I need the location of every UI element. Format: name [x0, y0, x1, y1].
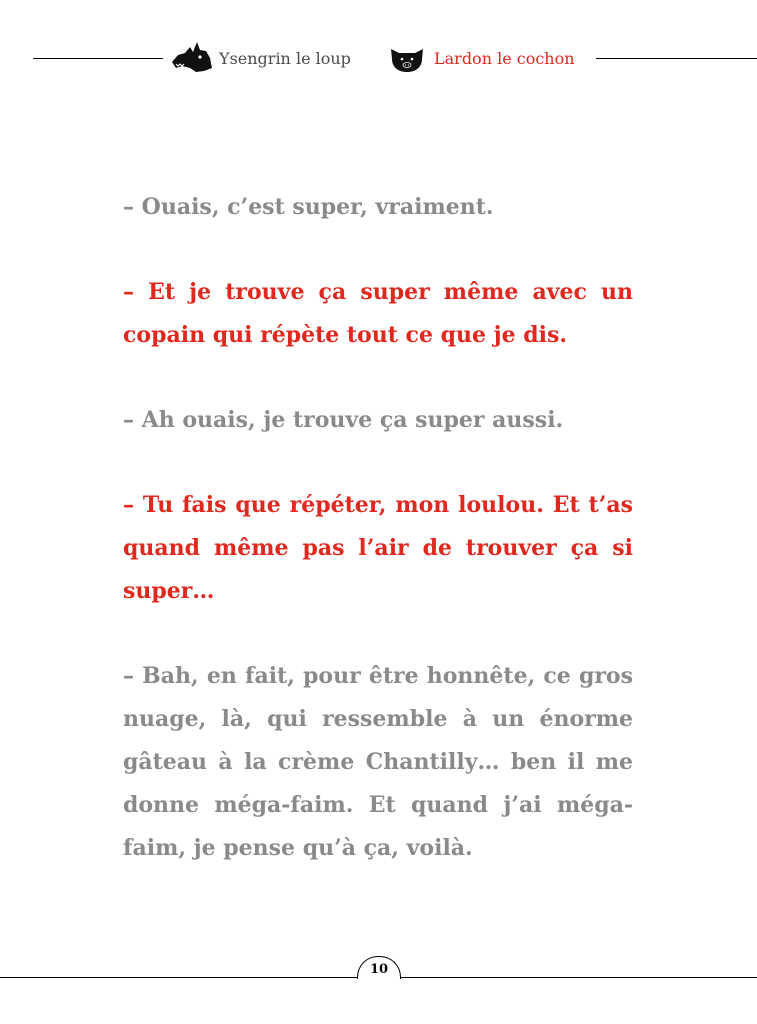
page-number: 10	[369, 962, 389, 977]
header-rule-left	[33, 58, 163, 59]
page-footer	[0, 952, 757, 992]
dialogue-line-pig: – Et je trouve ça super même avec un copain qui répète tout ce que je dis.	[123, 279, 633, 348]
pig-character-name: Lardon le cochon	[434, 49, 575, 68]
wolf-head-icon	[170, 38, 214, 74]
running-header	[0, 36, 757, 80]
header-rule-right	[596, 58, 757, 59]
wolf-character-name: Ysengrin le loup	[219, 49, 351, 68]
dialogue-body	[123, 186, 633, 912]
dialogue-line-wolf: – Bah, en fait, pour être honnête, ce gros nuage, là, qui ressemble à un énorme gâteau à la crème Chantilly… ben il me donne méga-faim. Et quand j’ai méga-faim, je pense qu’à ça, voilà.	[123, 663, 633, 861]
pig-head-icon	[388, 45, 426, 73]
dialogue-line-pig: – Tu fais que répéter, mon loulou. Et t’as quand même pas l’air de trouver ça si super…	[123, 492, 633, 604]
dialogue-line-wolf: – Ouais, c’est super, vraiment.	[123, 194, 494, 220]
dialogue-line-wolf: – Ah ouais, je trouve ça super aussi.	[123, 407, 564, 433]
